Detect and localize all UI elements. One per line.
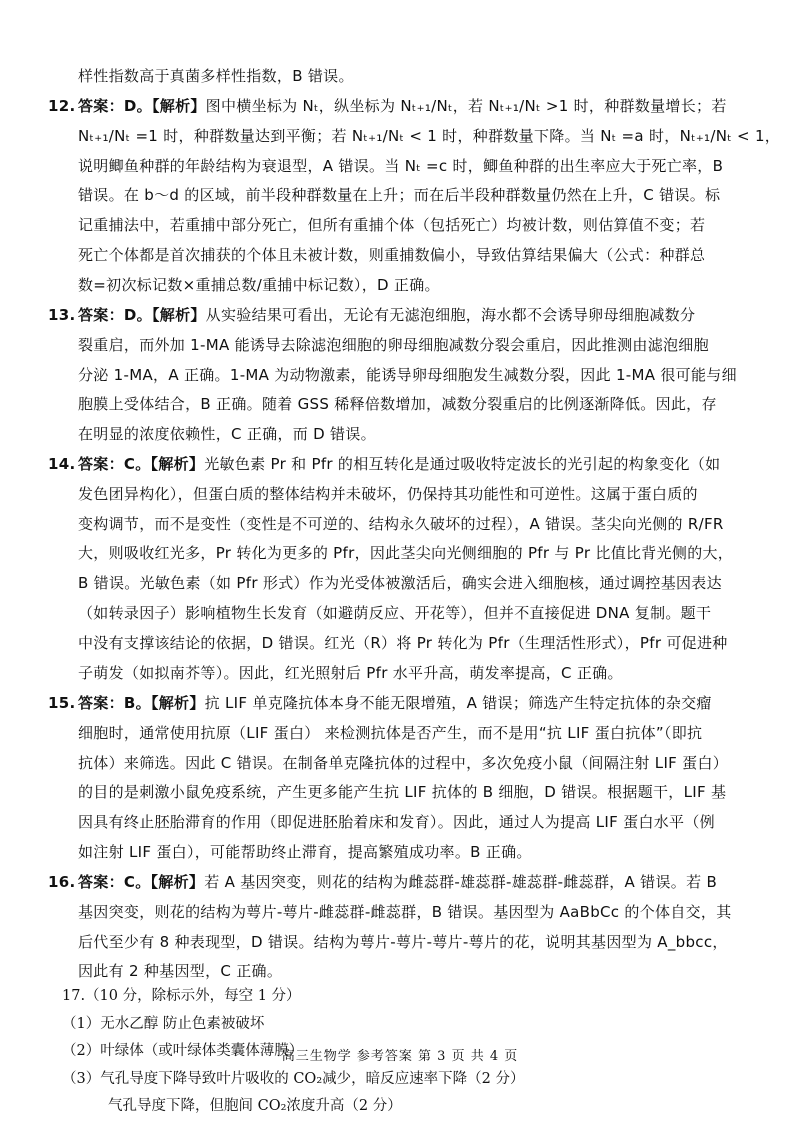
answer-choice: D。 — [123, 306, 152, 324]
text: 图中横坐标为 Nₜ，纵坐标为 Nₜ₊₁/Nₜ，若 Nₜ₊₁/Nₜ >1 时，种群数量增长；若 — [205, 97, 727, 115]
question-number: 12. — [48, 97, 76, 115]
analysis-tag: 【解析】 — [150, 455, 205, 473]
text-line: 子萌发（如拟南芥等）。因此，红光照射后 Pfr 水平升高，萌发率提高，C 正确。 — [78, 663, 623, 682]
text-line: 基因突变，则花的结构为萼片-萼片-雌蕊群-雌蕊群，B 错误。基因型为 AaBbCc 的个体自交，其 — [78, 902, 732, 921]
text-line: 数=初次标记数×重捕总数/重捕中标记数），D 正确。 — [78, 275, 440, 294]
text-line: 因具有终止胚胎滞育的作用（即促进胚胎着床和发育）。因此，通过人为提高 LIF 蛋白水平（例 — [78, 813, 715, 832]
answer-label: 答案： — [78, 694, 124, 712]
answer-choice: C。 — [123, 873, 151, 891]
answer-label: 答案： — [78, 97, 124, 115]
analysis-tag: 【解析】 — [150, 694, 205, 712]
text-line: 在明显的浓度依赖性，C 正确，而 D 错误。 — [78, 425, 376, 444]
answer-12 — [48, 92, 781, 301]
text-line — [78, 450, 730, 480]
text-line: 裂重启，而外加 1-MA 能诱导去除滤泡细胞的卵母细胞减数分裂会重启，因此推测由滤泡细胞 — [78, 335, 709, 354]
text-line — [78, 92, 730, 122]
answer-label: 答案： — [78, 455, 124, 473]
text-line: 的目的是刺激小鼠免疫系统，产生更多能产生抗 LIF 抗体的 B 细胞，D 错误。根据题干，LIF 基 — [78, 783, 727, 802]
question-number: 14. — [48, 455, 76, 473]
analysis-tag: 【解析】 — [150, 873, 205, 891]
answer-label: 答案： — [78, 873, 124, 891]
text-line: 样性指数高于真菌多样性指数，B 错误。 — [78, 67, 354, 85]
answer-choice: B。 — [123, 694, 151, 712]
answer-choice: C。 — [123, 455, 151, 473]
text-line: 错误。在 b～d 的区域，前半段种群数量在上升；而在后半段种群数量仍然在上升，C 错误。标 — [78, 186, 721, 205]
text-line: 大，则吸收红光多，Pr 转化为更多的 Pfr，因此茎尖向光侧细胞的 Pfr 与 Pr 比值比背光侧的大， — [78, 544, 734, 563]
text: 光敏色素 Pr 和 Pfr 的相互转化是通过吸收特定波长的光引起的构象变化（如 — [204, 455, 721, 473]
text-line: 中没有支撑该结论的依据，D 错误。红光（R）将 Pr 转化为 Pfr（生理活性形式），Pfr 可促进种 — [78, 633, 728, 652]
text-line: 分泌 1-MA，A 正确。1-MA 为动物激素，能诱导卵母细胞发生减数分裂，因此 1-MA 很可能与细 — [78, 365, 737, 384]
page-footer: 高三生物学 参考答案 第 3 页 共 4 页 — [281, 1049, 519, 1064]
text-line: （1）无水乙醇 防止色素被破坏 — [62, 1015, 265, 1032]
text-line: 后代至少有 8 种表现型，D 错误。结构为萼片-萼片-萼片-萼片的花，说明其基因型为 A_bbcc， — [78, 932, 728, 951]
text-line: 死亡个体都是首次捕获的个体且未被计数，则重捕数偏小，导致估算结果偏大（公式：种群总 — [78, 245, 706, 264]
answer-13 — [48, 301, 737, 450]
text-line: （如转录因子）影响植物生长发育（如避荫反应、开花等），但并不直接促进 DNA 复制。题干 — [78, 603, 712, 622]
answer-14 — [48, 450, 734, 688]
answer-label: 答案： — [78, 306, 124, 324]
answer-15 — [48, 689, 730, 868]
question-number: 15. — [48, 694, 76, 712]
text-line: B 错误。光敏色素（如 Pfr 形式）作为光受体被激活后，确实会进入细胞核，通过调控基因表达 — [78, 574, 722, 593]
text-line: 如注射 LIF 蛋白），可能帮助终止滞育，提高繁殖成功率。B 正确。 — [78, 842, 532, 861]
text-line: 发色团异构化），但蛋白质的整体结构并未破坏，仍保持其功能性和可逆性。这属于蛋白质的 — [78, 484, 698, 503]
text-line: 胞膜上受体结合，B 正确。随着 GSS 稀释倍数增加，减数分裂重启的比例逐渐降低。因此，存 — [78, 395, 717, 414]
text-line — [78, 689, 730, 719]
text: 从实验结果可看出，无论有无滤泡细胞，海水都不会诱导卵母细胞减数分 — [205, 306, 696, 324]
analysis-tag: 【解析】 — [151, 306, 206, 324]
answer-choice: D。 — [123, 97, 152, 115]
text: 若 A 基因突变，则花的结构为雌蕊群-雄蕊群-雄蕊群-雌蕊群，A 错误。若 B — [204, 873, 718, 891]
text-line: （2）叶绿体（或叶绿体类囊体薄膜） — [62, 1043, 304, 1059]
text-line: 说明鲫鱼种群的年龄结构为衰退型，A 错误。当 Nₜ =c 时，鲫鱼种群的出生率应大于死亡率，B — [78, 156, 724, 175]
text-line: 变构调节，而不是变性（变性是不可逆的、结构永久破坏的过程），A 错误。茎尖向光侧的 R/FR — [78, 514, 724, 533]
text-line — [78, 868, 730, 898]
answer-16 — [48, 868, 732, 987]
text: 抗 LIF 单克隆抗体本身不能无限增殖，A 错误；筛选产生特定抗体的杂交瘤 — [204, 694, 712, 712]
text-line: Nₜ₊₁/Nₜ =1 时，种群数量达到平衡；若 Nₜ₊₁/Nₜ < 1 时，种群数量下降。当 Nₜ =a 时，Nₜ₊₁/Nₜ < 1， — [78, 126, 781, 145]
text-line: 抗体）来筛选。因此 C 错误。在制备单克隆抗体的过程中，多次免疫小鼠（间隔注射 LIF 蛋白） — [78, 753, 729, 772]
text-line: 细胞时，通常使用抗原（LIF 蛋白） 来检测抗体是否产生，而不是用“抗 LIF 蛋白抗体”（即抗 — [78, 723, 703, 742]
section-header: 17.（10 分，除标示外，每空 1 分） — [62, 988, 301, 1004]
text-line — [78, 301, 730, 331]
text-line: （3）气孔导度下降导致叶片吸收的 CO₂减少，暗反应速率下降（2 分） — [62, 1070, 525, 1087]
analysis-tag: 【解析】 — [151, 97, 206, 115]
continued-line — [78, 62, 730, 92]
text-line: 因此有 2 种基因型，C 正确。 — [78, 962, 283, 981]
text-line: 气孔导度下降，但胞间 CO₂浓度升高（2 分） — [108, 1098, 402, 1114]
question-number: 13. — [48, 306, 76, 324]
text-line: 记重捕法中，若重捕中部分死亡，但所有重捕个体（包括死亡）均被计数，则估算值不变；若 — [78, 216, 706, 235]
question-number: 16. — [48, 873, 76, 891]
